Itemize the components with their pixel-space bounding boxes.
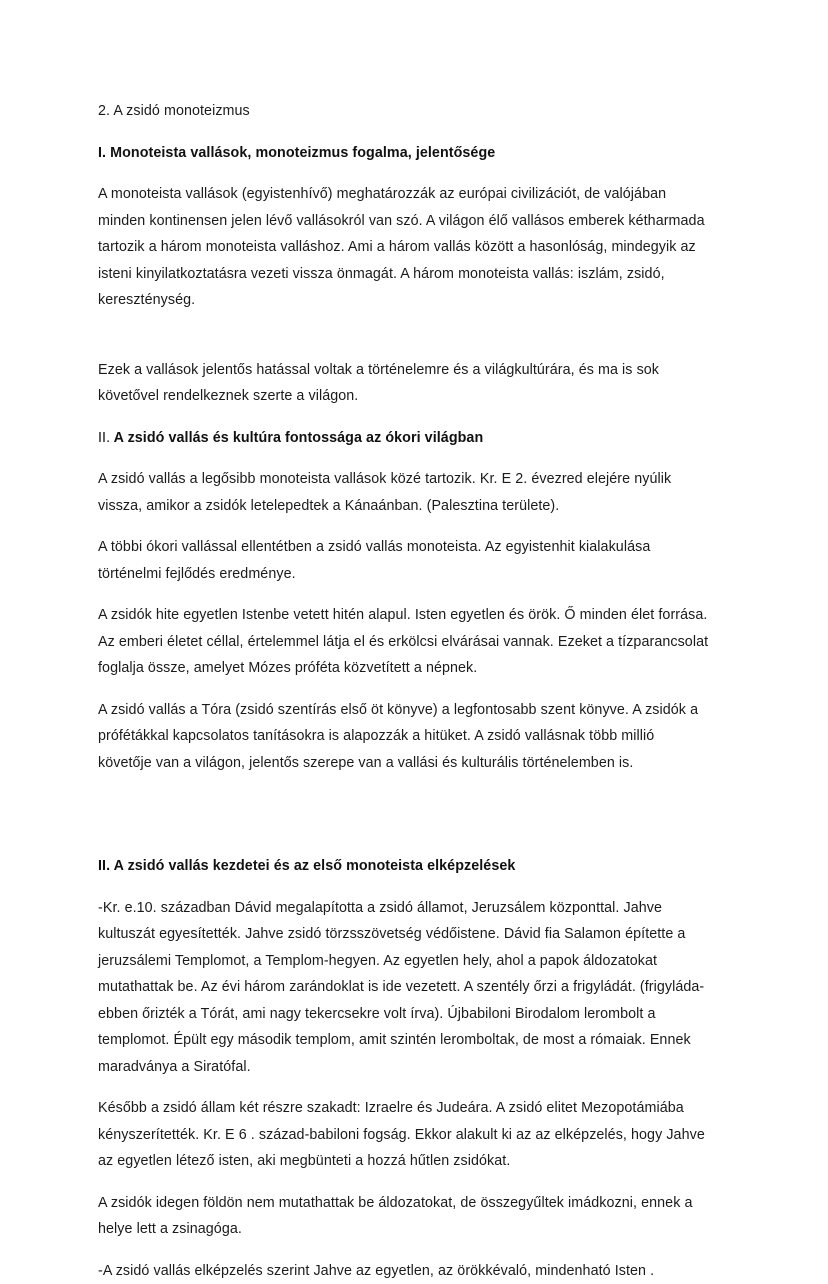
- paragraph-ii-b-1: -Kr. e.10. században Dávid megalapította a zsidó államot, Jeruzsálem központtal. Jahve kultuszát egyesítették. Jahve zsidó törzsszövetség védőistene. Dávid fia Salamon építette a jeruzsálemi Templomot, a Templom-hegyen. Az egyetlen hely, ahol a papok áldozatokat mutathattak be. Az évi három zarándoklat is ide vezetett. A szentély őrzi a frigyládát. (frigyláda-ebben őrizték a Tórát, ami nagy tekercsekre volt írva). Újbabiloni Birodalom lerombolt a templomot. Épült egy második templom, amit szintén leromboltak, de most a rómaiak. Ennek maradványa a Siratófal.: [98, 895, 712, 1081]
- document-body: [98, 98, 712, 1284]
- paragraph-i-1: A monoteista vallások (egyistenhívő) meghatározzák az európai civilizációt, de valójában minden kontinensen jelen lévő vallásokról van szó. A világon élő vallásos emberek kétharmada tartozik a három monoteista valláshoz. Ami a három vallás között a hasonlóság, mindegyik az isteni kinyilatkoztatásra vezeti vissza önmagát. A három monoteista vallás: iszlám, zsidó, kereszténység.: [98, 181, 712, 314]
- paragraph-ii-a-1: A zsidó vallás a legősibb monoteista vallások közé tartozik. Kr. E 2. évezred elejére nyúlik vissza, amikor a zsidók letelepedtek a Kánaánban. (Palesztina területe).: [98, 466, 712, 519]
- paragraph-ii-a-2: A többi ókori vallással ellentétben a zsidó vallás monoteista. Az egyistenhit kialakulása történelmi fejlődés eredménye.: [98, 534, 712, 587]
- section-heading-i-text: Monoteista vallások, monoteizmus fogalma, jelentősége: [106, 145, 495, 161]
- section-heading-ii-a-numeral: II.: [98, 430, 110, 446]
- paragraph-ii-b-4: -A zsidó vallás elképzelés szerint Jahve az egyetlen, az örökkévaló, mindenható Isten .: [98, 1258, 712, 1284]
- section-heading-ii-b-text: A zsidó vallás kezdetei és az első monoteista elképzelések: [110, 858, 515, 874]
- paragraph-ii-b-2: Később a zsidó állam két részre szakadt: Izraelre és Judeára. A zsidó elitet Mezopotámiába kényszerítették. Kr. E 6 . század-babiloni fogság. Ekkor alakult ki az az elképzelés, hogy Jahve az egyetlen létező isten, aki megbünteti a hozzá hűtlen zsidókat.: [98, 1095, 712, 1175]
- section-heading-i: [98, 140, 712, 167]
- section-heading-ii-a-text: A zsidó vallás és kultúra fontossága az ókori világban: [110, 430, 483, 446]
- section-heading-i-numeral: I.: [98, 145, 106, 161]
- paragraph-ii-a-4: A zsidó vallás a Tóra (zsidó szentírás első öt könyve) a legfontosabb szent könyve. A zsidók a prófétákkal kapcsolatos tanításokra is alapozzák a hitüket. A zsidó vallásnak több millió követője van a világon, jelentős szerepe van a vallási és kulturális történelemben is.: [98, 697, 712, 777]
- paragraph-spacer: [98, 329, 712, 357]
- document-title: 2. A zsidó monoteizmus: [98, 98, 712, 125]
- section-heading-ii-a: [98, 425, 712, 452]
- paragraph-ii-a-3: A zsidók hite egyetlen Istenbe vetett hitén alapul. Isten egyetlen és örök. Ő minden élet forrása. Az emberi életet céllal, értelemmel látja el és erkölcsi elvárásai vannak. Ezeket a tízparancsolat foglalja össze, amelyet Mózes próféta közvetített a népnek.: [98, 602, 712, 682]
- section-spacer: [98, 791, 712, 853]
- paragraph-i-2: Ezek a vallások jelentős hatással voltak a történelemre és a világkultúrára, és ma is sok követővel rendelkeznek szerte a világon.: [98, 357, 712, 410]
- paragraph-ii-b-3: A zsidók idegen földön nem mutathattak be áldozatokat, de összegyűltek imádkozni, ennek a helye lett a zsinagóga.: [98, 1190, 712, 1243]
- section-heading-ii-b: [98, 853, 712, 880]
- section-heading-ii-b-numeral: II.: [98, 858, 110, 874]
